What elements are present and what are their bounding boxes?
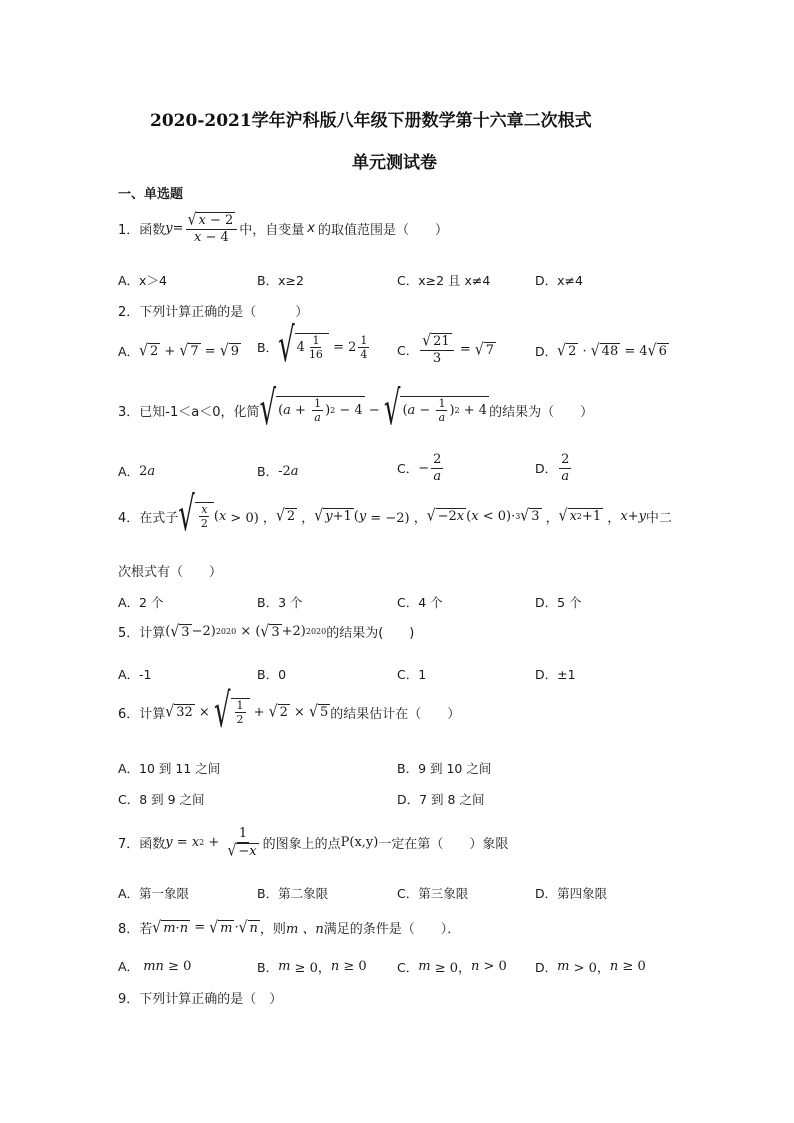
q7-option-d[interactable]: D．第四象限 [535,886,608,901]
q5-option-b[interactable]: B．0 [257,667,287,682]
q4-expressions: √ $\frac{x}{2}$ ( x > 0) ， √ 2 ， √ y +1 ( y = −2) ， √ −2 x ( x < 0)· 3 √ 3 ， √ x 2 +1 ， x + y [178,489,646,544]
question-8: 8． 若 √ m · n = √ m · √ n ，则 m 、n 满足的条件是（ ）． [118,918,461,937]
q6-option-c[interactable]: C．8 到 9 之间 [118,792,205,807]
page-title: 2020-2021学年沪科版八年级下册数学第十六章二次根式 [150,111,592,131]
q4-option-b[interactable]: B．3 个 [257,595,303,610]
q5-expression: ( √ 3 −2) 2020 × ( √ 3 +2) 2020 [165,622,327,641]
q6-option-d[interactable]: D．7 到 8 之间 [397,792,485,807]
q1-expression: √ x − 2 x − 4 [186,212,238,245]
q2-option-d[interactable]: D． √ 2 · √ 48 = 4 √ 6 [535,341,667,361]
question-1: 1． 函数 y = √ x − 2 x − 4 中，自变量 x 的取值范围是（ ） [118,211,448,245]
q7-option-b[interactable]: B．第二象限 [257,886,329,901]
q3-option-a[interactable]: A． 2 a [118,463,156,479]
q4-option-d[interactable]: D．5 个 [535,595,582,610]
q7-option-c[interactable]: C．第三象限 [397,886,469,901]
q6-expression: √ 32 × √ $\frac{1}{2}$ + √ 2 × √ 5 [165,685,329,740]
question-7: 7． 函数 y = x 2 + 1 √ − x 的图象上的点 P(x,y) 一定在第（ ）象限 [118,826,509,861]
q2-option-b[interactable]: B． √ 4 $\frac{1}{16}$ = 2 $\frac{1}{4}$ [257,320,368,375]
q8-option-b[interactable]: B． m ≥ 0， n ≥ 0 [257,959,367,976]
q5-option-c[interactable]: C．1 [397,667,427,682]
q4-option-a[interactable]: A．2 个 [118,595,164,610]
q8-option-a[interactable]: A． mn ≥ 0 [118,958,192,974]
page-subtitle: 单元测试卷 [352,153,437,173]
q6-option-b[interactable]: B．9 到 10 之间 [397,761,492,776]
q4-option-c[interactable]: C．4 个 [397,595,443,610]
q6-option-a[interactable]: A．10 到 11 之间 [118,761,221,776]
question-4: 4． 在式子 √ $\frac{x}{2}$ ( x > 0) ， √ 2 ， √ y +1 ( y = −2) ， √ −2 x ( x < 0)· 3 √ 3 ， √ x 2 +1 ， x + y 中二 [118,489,672,544]
section-heading: 一、单选题 [118,187,184,202]
q1-option-a[interactable]: A．x＞4 [118,273,167,288]
q1-option-b[interactable]: B．x≥2 [257,273,304,288]
q5-option-d[interactable]: D．±1 [535,667,576,682]
q8-option-d[interactable]: D． m > 0， n ≥ 0 [535,959,646,976]
q8-option-c[interactable]: C． m ≥ 0， n > 0 [397,959,507,976]
question-6: 6． 计算 √ 32 × √ $\frac{1}{2}$ + √ 2 × √ 5 的结果估计在（ ） [118,685,461,740]
question-9: 9． 下列计算正确的是（ ） [118,992,283,1007]
q7-expression: y = x 2 + 1 √ − x [165,826,257,861]
question-2: 2． 下列计算正确的是（ ） [118,305,309,320]
q2-option-a[interactable]: A． √ 2 + √ 7 = √ 9 [118,341,240,361]
question-4-continued: 次根式有（ ） [118,565,223,580]
q3-expression: √ ( a + $\frac{1}{a}$ ) 2 − 4 − √ ( a − $\frac{1}{a}$ ) 2 + 4 [259,383,488,438]
q1-option-c[interactable]: C．x≥2 且 x≠4 [397,273,491,288]
q3-option-b[interactable]: B． -2 a [257,463,299,479]
question-5: 5． 计算 ( √ 3 −2) 2020 × ( √ 3 +2) 2020 的结果为( ) [118,622,415,641]
question-3: 3． 已知-1＜a＜0，化简 √ ( a + $\frac{1}{a}$ ) 2 − 4 − √ ( a − $\frac{1}{a}$ ) 2 + 4 的结果为（ ） [118,383,594,438]
q3-option-d[interactable]: D． $\frac{2}{a}$ [535,452,570,484]
q5-option-a[interactable]: A．-1 [118,667,152,682]
q2-option-c[interactable]: C． √ 21 3 = √ 7 [397,332,495,366]
q7-option-a[interactable]: A．第一象限 [118,886,190,901]
q8-expression: √ m · n = √ m · √ n [152,918,258,937]
q1-option-d[interactable]: D．x≠4 [535,273,583,288]
q3-option-c[interactable]: C． − $\frac{2}{a}$ [397,452,442,484]
